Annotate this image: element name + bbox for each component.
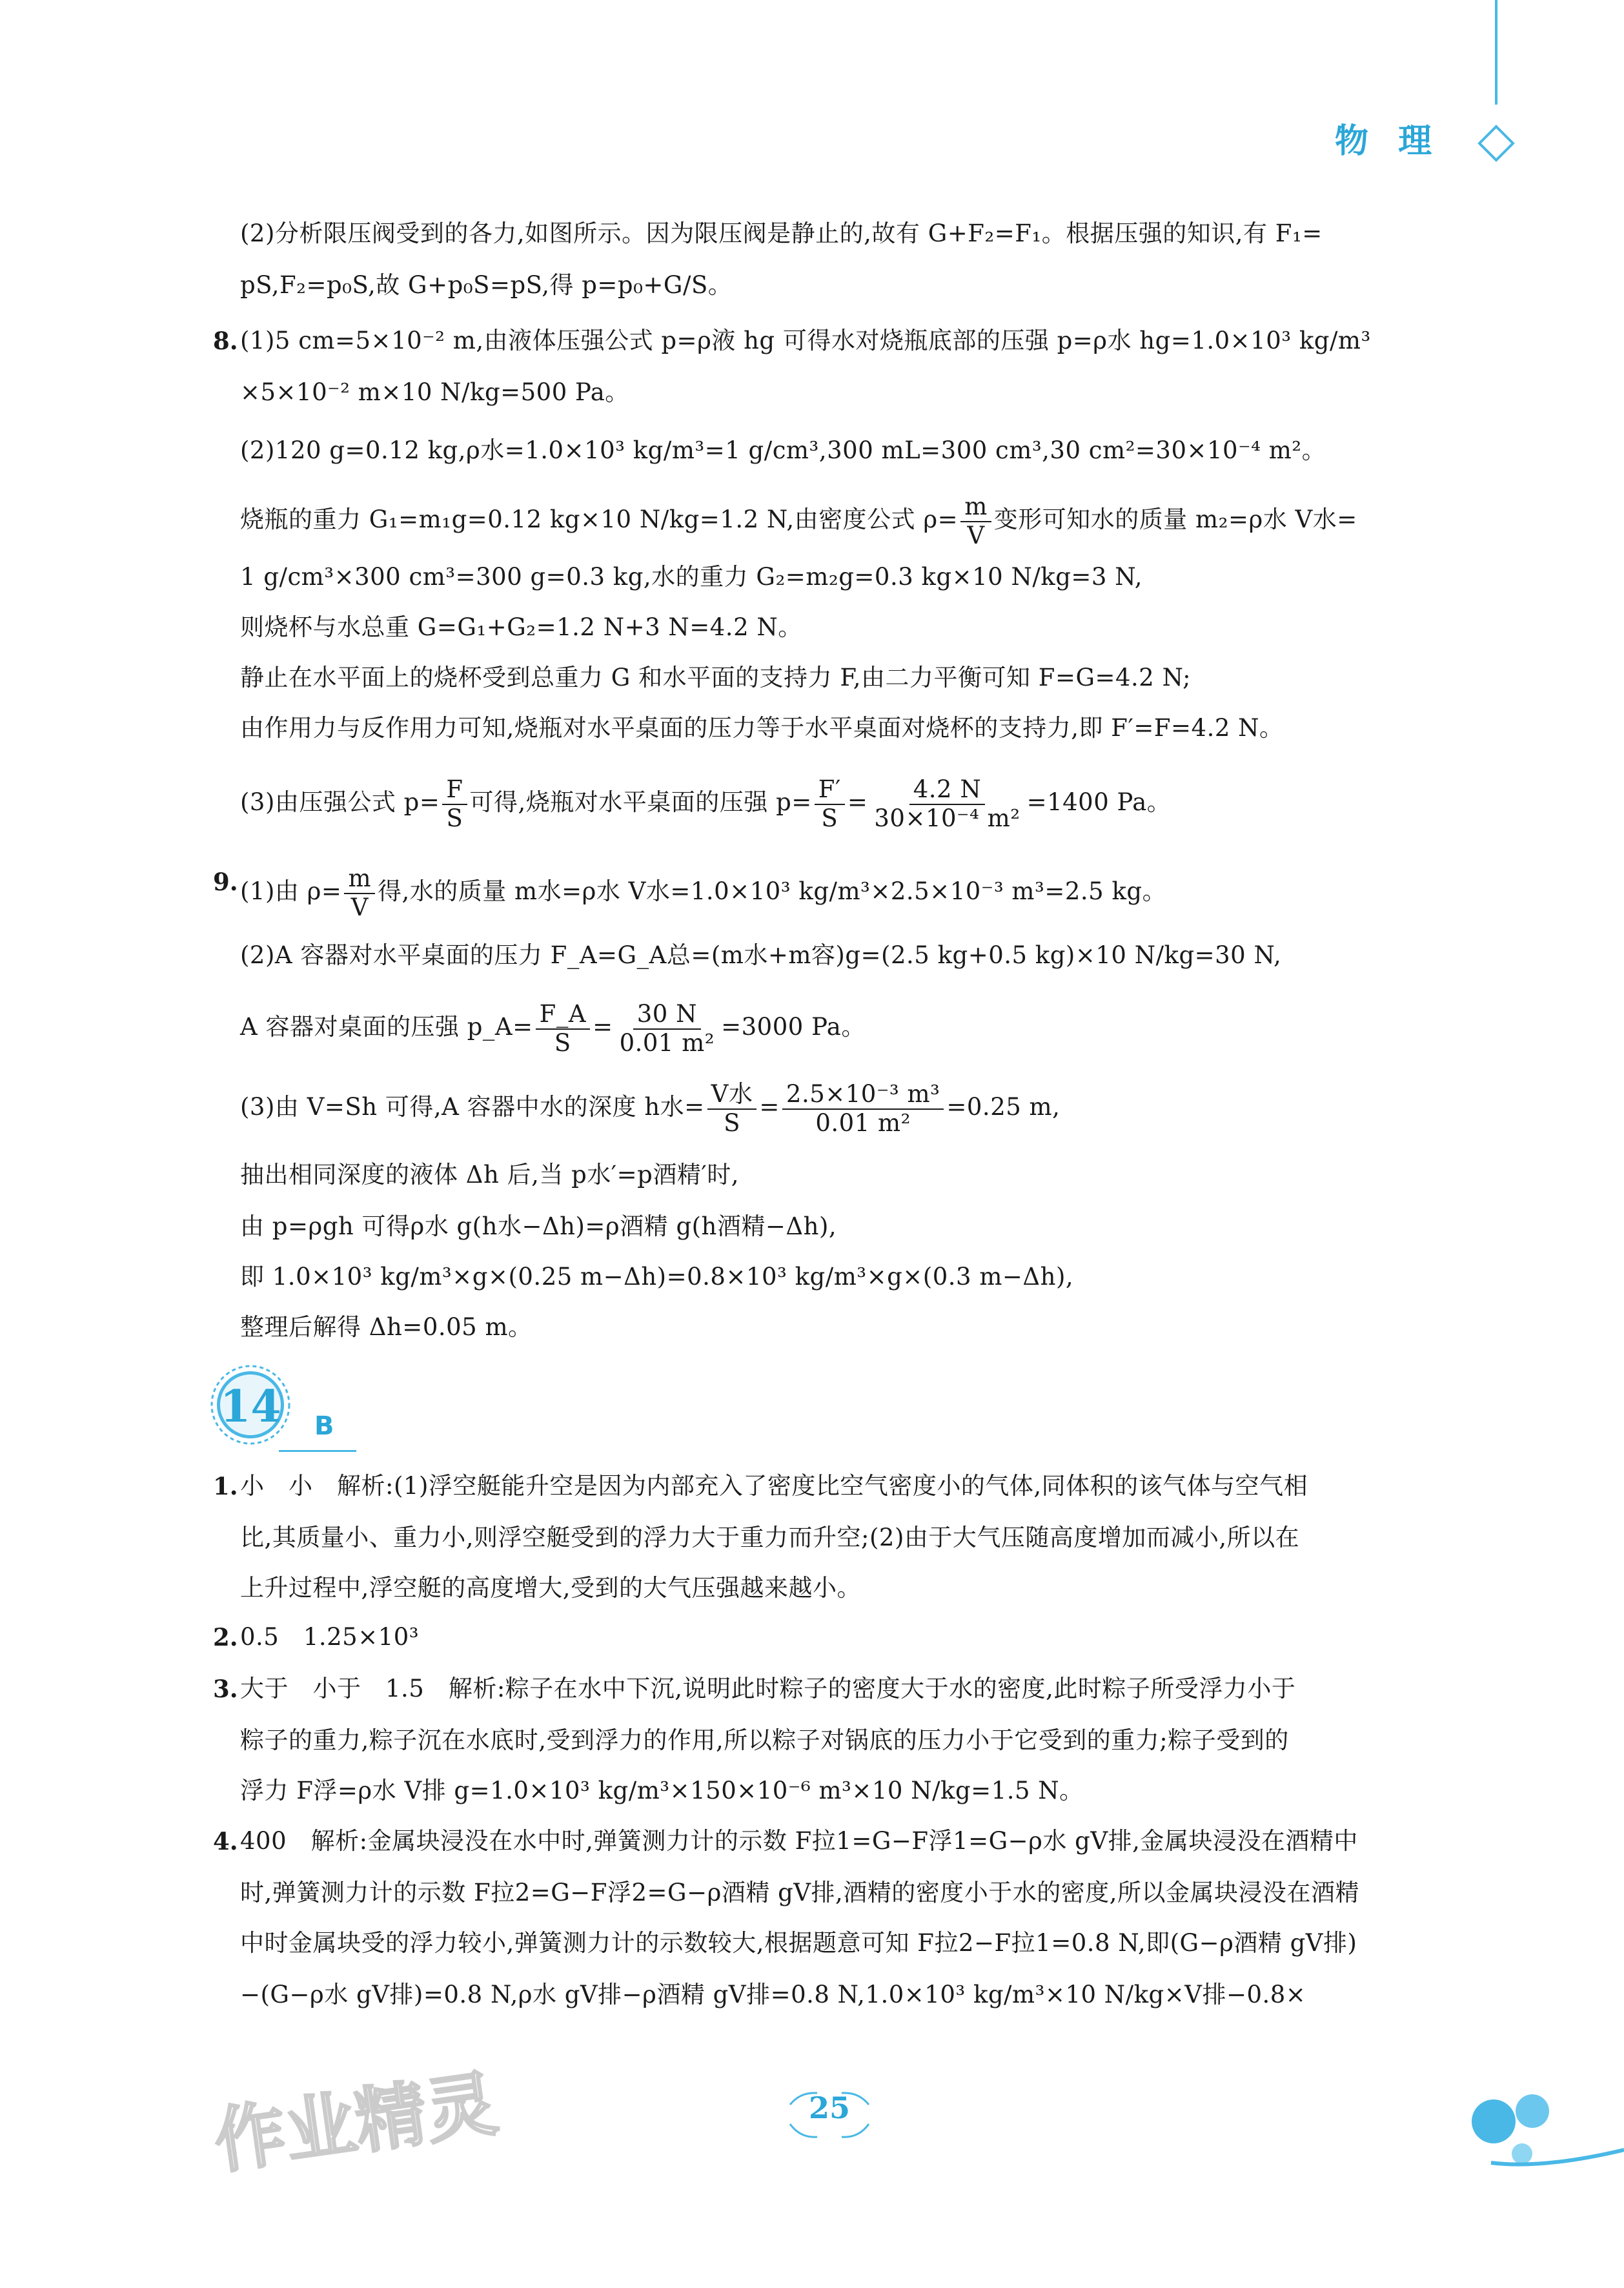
text-line-with-fraction xyxy=(240,1001,866,1057)
text-span: = xyxy=(847,788,868,817)
text-line: pS,F₂=p₀S,故 G+p₀S=pS,得 p=p₀+G/S。 xyxy=(240,271,733,299)
fraction-value xyxy=(616,1001,719,1057)
section-underline xyxy=(279,1450,356,1452)
text-line: 比,其质量小、重力小,则浮空艇受到的浮力大于重力而升空;(2)由于大气压随高度增加而减小,所以在 xyxy=(240,1524,1300,1551)
fraction-fa-over-s xyxy=(536,1001,590,1057)
text-line: 粽子的重力,粽子沉在水底时,受到浮力的作用,所以粽子对锅底的压力小于它受到的重力;粽子受到的 xyxy=(240,1726,1289,1754)
section-letter: B xyxy=(314,1411,334,1441)
denominator: S xyxy=(554,1028,571,1057)
text-line: 小 小 解析:(1)浮空艇能升空是因为内部充入了密度比空气密度小的气体,同体积的该气体与空气相 xyxy=(240,1472,1308,1500)
text-line: 静止在水平面上的烧杯受到总重力 G 和水平面的支持力 F,由二力平衡可知 F=G=4.2 N; xyxy=(240,664,1192,691)
text-line: 则烧杯与水总重 G=G₁+G₂=1.2 N+3 N=4.2 N。 xyxy=(240,613,802,641)
denominator: S xyxy=(724,1108,740,1137)
numerator: F′ xyxy=(815,776,845,805)
denominator: V xyxy=(350,893,369,921)
numerator: F_A xyxy=(536,1001,590,1030)
numerator: m xyxy=(344,865,375,894)
denominator: 0.01 m² xyxy=(619,1028,715,1057)
text-span: A 容器对桌面的压强 p_A= xyxy=(240,1013,533,1041)
text-line: 由作用力与反作用力可知,烧瓶对水平桌面的压力等于水平桌面对烧杯的支持力,即 F′=F=4.2 N。 xyxy=(240,714,1284,742)
page-number: 25 xyxy=(808,2090,850,2125)
text-line-with-fraction xyxy=(240,776,1171,832)
question-number: 2. xyxy=(213,1623,238,1651)
text-line: (2)120 g=0.12 kg,ρ水=1.0×10³ kg/m³=1 g/cm³,300 mL=300 cm³,30 cm²=30×10⁻⁴ m²。 xyxy=(240,436,1326,464)
text-span: 得,水的质量 m水=ρ水 V水=1.0×10³ kg/m³×2.5×10⁻³ m³=2.5 kg。 xyxy=(378,877,1167,906)
text-span: 可得,烧瓶对水平桌面的压强 p= xyxy=(469,788,812,817)
question-number: 3. xyxy=(213,1675,238,1703)
numerator: 4.2 N xyxy=(909,776,985,805)
text-span: 变形可知水的质量 m₂=ρ水 V水= xyxy=(993,506,1357,534)
text-line: 时,弹簧测力计的示数 F拉2=G−F浮2=G−ρ酒精 gV排,酒精的密度小于水的密度,所以金属块浸没在酒精 xyxy=(240,1879,1360,1906)
text-line: −(G−ρ水 gV排)=0.8 N,ρ水 gV排−ρ酒精 gV排=0.8 N,1.0×10³ kg/m³×10 N/kg×V排−0.8× xyxy=(240,1981,1306,2008)
text-span: = xyxy=(759,1093,780,1121)
text-line: (1)5 cm=5×10⁻² m,由液体压强公式 p=ρ液 hg 可得水对烧瓶底部的压强 p=ρ水 hg=1.0×10³ kg/m³ xyxy=(240,327,1371,354)
denominator: S xyxy=(446,804,463,832)
text-line: 由 p=ρgh 可得ρ水 g(h水−Δh)=ρ酒精 g(h酒精−Δh), xyxy=(240,1212,837,1240)
text-line: 中时金属块受的浮力较小,弹簧测力计的示数较大,根据题意可知 F拉2−F拉1=0.8 N,即(G−ρ酒精 gV排) xyxy=(240,1929,1357,1957)
text-line: 浮力 F浮=ρ水 V排 g=1.0×10³ kg/m³×150×10⁻⁶ m³×10 N/kg=1.5 N。 xyxy=(240,1777,1084,1804)
fraction-m-over-v xyxy=(960,493,991,549)
text-line: 1 g/cm³×300 cm³=300 g=0.3 kg,水的重力 G₂=m₂g=0.3 kg×10 N/kg=3 N, xyxy=(240,563,1142,591)
watermark-logo: 作业精灵 xyxy=(209,2061,503,2183)
text-line: 0.5 1.25×10³ xyxy=(240,1623,420,1651)
text-line: 即 1.0×10³ kg/m³×g×(0.25 m−Δh)=0.8×10³ kg/m³×g×(0.3 m−Δh), xyxy=(240,1263,1074,1291)
denominator: S xyxy=(821,804,838,832)
text-span: 烧瓶的重力 G₁=m₁g=0.12 kg×10 N/kg=1.2 N,由密度公式 ρ= xyxy=(240,506,959,534)
text-line: (2)分析限压阀受到的各力,如图所示。因为限压阀是静止的,故有 G+F₂=F₁。根据压强的知识,有 F₁= xyxy=(240,220,1323,247)
text-span: = xyxy=(593,1013,613,1041)
denominator: V xyxy=(967,521,985,549)
fraction-v-over-s xyxy=(707,1081,757,1137)
question-number: 9. xyxy=(213,868,238,896)
text-line: 抽出相同深度的液体 Δh 后,当 p水′=p酒精′时, xyxy=(240,1161,740,1189)
numerator: F xyxy=(442,776,467,805)
numerator: 2.5×10⁻³ m³ xyxy=(782,1081,944,1110)
text-line-with-fraction xyxy=(240,865,1166,921)
denominator: 30×10⁻⁴ m² xyxy=(874,804,1020,832)
text-line: 整理后解得 Δh=0.05 m。 xyxy=(240,1313,533,1341)
text-line-with-fraction xyxy=(240,493,1357,549)
text-span: (1)由 ρ= xyxy=(240,877,342,906)
fraction-value xyxy=(782,1081,944,1137)
text-span: (3)由压强公式 p= xyxy=(240,788,440,817)
fraction-fprime-over-s xyxy=(815,776,845,832)
text-line: (2)A 容器对水平桌面的压力 F_A=G_A总=(m水+m容)g=(2.5 kg+0.5 kg)×10 N/kg=30 N, xyxy=(240,941,1282,969)
fraction-value xyxy=(870,776,1024,832)
denominator: 0.01 m² xyxy=(815,1108,911,1137)
text-line: 大于 小于 1.5 解析:粽子在水中下沉,说明此时粽子的密度大于水的密度,此时粽子所受浮力小于 xyxy=(240,1675,1296,1702)
numerator: 30 N xyxy=(633,1001,701,1030)
numerator: m xyxy=(960,493,991,522)
subject-title: 物 理 xyxy=(1335,122,1441,161)
text-span: =3000 Pa。 xyxy=(721,1013,866,1041)
corner-dots-decoration xyxy=(1465,2079,1624,2182)
text-line: ×5×10⁻² m×10 N/kg=500 Pa。 xyxy=(240,378,629,406)
question-number: 8. xyxy=(213,327,238,355)
text-span: =0.25 m, xyxy=(946,1093,1061,1121)
question-number: 1. xyxy=(213,1472,238,1500)
fraction-m-over-v xyxy=(344,865,375,921)
text-span: =1400 Pa。 xyxy=(1026,788,1172,817)
numerator: V水 xyxy=(707,1081,757,1110)
fraction-f-over-s xyxy=(442,776,467,832)
text-span: (3)由 V=Sh 可得,A 容器中水的深度 h水= xyxy=(240,1093,705,1121)
text-line-with-fraction xyxy=(240,1081,1060,1137)
text-line: 400 解析:金属块浸没在水中时,弹簧测力计的示数 F拉1=G−F浮1=G−ρ水 gV排,金属块浸没在酒精中 xyxy=(240,1827,1358,1855)
section-number: 14 xyxy=(217,1371,284,1438)
question-number: 4. xyxy=(213,1827,238,1855)
text-line: 上升过程中,浮空艇的高度增大,受到的大气压强越来越小。 xyxy=(240,1574,862,1602)
